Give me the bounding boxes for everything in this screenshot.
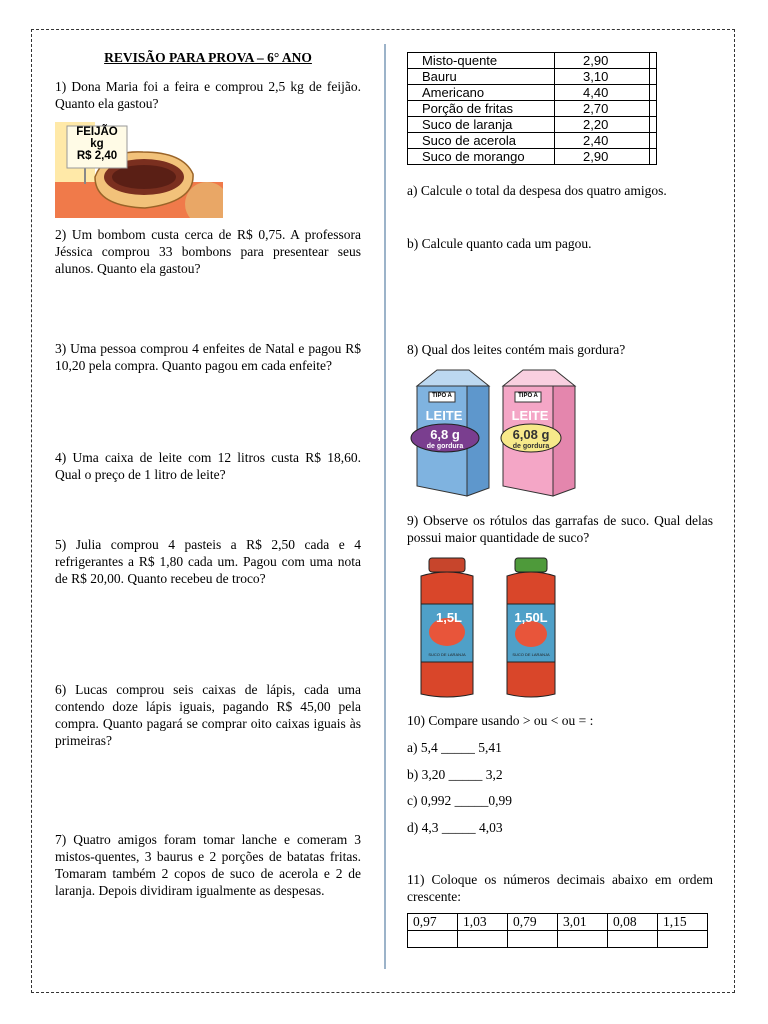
question-10: 10) Compare usando > ou < ou = : bbox=[407, 713, 594, 728]
question-9: 9) Observe os rótulos das garrafas de suco. Qual delas possui maior quantidade de suco? bbox=[407, 513, 713, 545]
decimal-cell: 0,08 bbox=[608, 914, 658, 931]
question-1: 1) Dona Maria foi a feira e comprou 2,5 kg de feijão. Quanto ela gastou? bbox=[55, 79, 361, 111]
menu-row bbox=[408, 69, 657, 85]
compare-a: a) 5,4 _____ 5,41 bbox=[407, 740, 502, 755]
question-7a: a) Calcule o total da despesa dos quatro amigos. bbox=[407, 183, 667, 198]
decimal-cell: 1,03 bbox=[458, 914, 508, 931]
question-3: 3) Uma pessoa comprou 4 enfeites de Natal e pagou R$ 10,20 pela compra. Quanto pagou em cada enfeite? bbox=[55, 341, 361, 373]
juice-bottles-illustration bbox=[407, 554, 577, 702]
pink-milk-fat-badge bbox=[501, 429, 561, 453]
juice-right-label: SUCO DE LARANJA bbox=[512, 652, 550, 657]
bean-price-sign bbox=[67, 126, 127, 162]
compare-b: b) 3,20 _____ 3,2 bbox=[407, 767, 503, 782]
blue-milk-fat: 6,8 g bbox=[430, 427, 460, 442]
question-8: 8) Qual dos leites contém mais gordura? bbox=[407, 342, 626, 357]
menu-blank-cell bbox=[650, 117, 657, 133]
juice-bottle-left-icon bbox=[421, 558, 473, 697]
decimal-answer-cell[interactable] bbox=[508, 931, 558, 948]
blue-milk-fat-badge bbox=[415, 429, 475, 453]
decimal-cell: 0,97 bbox=[408, 914, 458, 931]
page-title: REVISÃO PARA PROVA – 6° ANO bbox=[104, 50, 312, 65]
menu-item-price: 2,90 bbox=[555, 53, 650, 69]
menu-blank-cell bbox=[650, 149, 657, 165]
column-divider bbox=[384, 44, 386, 969]
decimal-answer-cell[interactable] bbox=[558, 931, 608, 948]
menu-blank-cell bbox=[650, 85, 657, 101]
menu-item-price: 2,70 bbox=[555, 101, 650, 117]
decimal-answer-cell[interactable] bbox=[658, 931, 708, 948]
decimals-answer-row bbox=[408, 931, 708, 948]
menu-row bbox=[408, 53, 657, 69]
pink-milk-fat-label: de gordura bbox=[512, 443, 550, 450]
decimals-table bbox=[407, 913, 708, 948]
menu-price-table bbox=[407, 52, 657, 165]
blue-milk-fat-label: de gordura bbox=[426, 443, 464, 450]
question-7: 7) Quatro amigos foram tomar lanche e comeram 3 mistos-quentes, 3 baurus e 2 porções de batatas fritas. Tomaram também 2 copos de suco de acerola e 2 de laranja. Depois dividiram igualmente as despesas. bbox=[55, 832, 361, 898]
menu-item-price: 2,40 bbox=[555, 133, 650, 149]
menu-item-name: Suco de morango bbox=[408, 149, 555, 165]
question-5: 5) Julia comprou 4 pasteis a R$ 2,50 cada e 4 refrigerantes a R$ 1,80 cada um. Pagou com uma nota de R$ 20,00. Quanto recebeu de troco? bbox=[55, 537, 361, 586]
menu-item-name: Bauru bbox=[408, 69, 555, 85]
menu-row bbox=[408, 101, 657, 117]
blue-milk-type: TIPO A bbox=[432, 393, 452, 399]
pink-milk-type: TIPO A bbox=[518, 393, 538, 399]
decimal-answer-cell[interactable] bbox=[608, 931, 658, 948]
menu-item-name: Suco de laranja bbox=[408, 117, 555, 133]
bean-sign-line3: R$ 2,40 bbox=[76, 150, 118, 162]
menu-item-price: 4,40 bbox=[555, 85, 650, 101]
menu-item-name: Suco de acerola bbox=[408, 133, 555, 149]
menu-blank-cell bbox=[650, 101, 657, 117]
menu-item-name: Americano bbox=[408, 85, 555, 101]
question-6: 6) Lucas comprou seis caixas de lápis, cada uma contendo doze lápis iguais, pagando R$ 45,00 pela compra. Quanto pagará se comprar oito caixas iguais às primeiras? bbox=[55, 682, 361, 748]
question-2: 2) Um bombom custa cerca de R$ 0,75. A professora Jéssica comprou 33 bombons para presentear seus alunos. Quanto ela gastou? bbox=[55, 227, 361, 276]
menu-item-price: 2,90 bbox=[555, 149, 650, 165]
menu-item-price: 3,10 bbox=[555, 69, 650, 85]
menu-blank-cell bbox=[650, 53, 657, 69]
decimal-cell: 3,01 bbox=[558, 914, 608, 931]
decimal-cell: 0,79 bbox=[508, 914, 558, 931]
compare-c: c) 0,992 _____0,99 bbox=[407, 793, 512, 808]
left-column bbox=[55, 50, 361, 898]
question-4: 4) Uma caixa de leite com 12 litros custa R$ 18,60. Qual o preço de 1 litro de leite? bbox=[55, 450, 361, 482]
menu-row bbox=[408, 149, 657, 165]
pink-milk-brand: LEITE bbox=[511, 408, 549, 423]
menu-item-name: Porção de fritas bbox=[408, 101, 555, 117]
blue-milk-brand: LEITE bbox=[425, 408, 463, 423]
menu-item-price: 2,20 bbox=[555, 117, 650, 133]
decimal-answer-cell[interactable] bbox=[458, 931, 508, 948]
compare-d: d) 4,3 _____ 4,03 bbox=[407, 820, 503, 835]
juice-left-label: SUCO DE LARANJA bbox=[428, 652, 466, 657]
menu-row bbox=[408, 85, 657, 101]
bean-sign-line1: FEIJÃO bbox=[76, 126, 118, 138]
menu-item-name: Misto-quente bbox=[408, 53, 555, 69]
bean-sign-line2: kg bbox=[90, 138, 104, 150]
juice-right-volume: 1,50L bbox=[514, 610, 548, 625]
juice-left-volume: 1,5L bbox=[435, 610, 462, 625]
menu-blank-cell bbox=[650, 69, 657, 85]
decimal-answer-cell[interactable] bbox=[408, 931, 458, 948]
menu-row bbox=[408, 133, 657, 149]
decimal-cell: 1,15 bbox=[658, 914, 708, 931]
pink-milk-fat: 6,08 g bbox=[512, 427, 550, 442]
question-11: 11) Coloque os números decimais abaixo em ordem crescente: bbox=[407, 872, 713, 904]
menu-row bbox=[408, 117, 657, 133]
menu-blank-cell bbox=[650, 133, 657, 149]
question-7b: b) Calcule quanto cada um pagou. bbox=[407, 236, 592, 251]
decimals-row bbox=[408, 914, 708, 931]
juice-bottle-right-icon bbox=[507, 558, 555, 697]
